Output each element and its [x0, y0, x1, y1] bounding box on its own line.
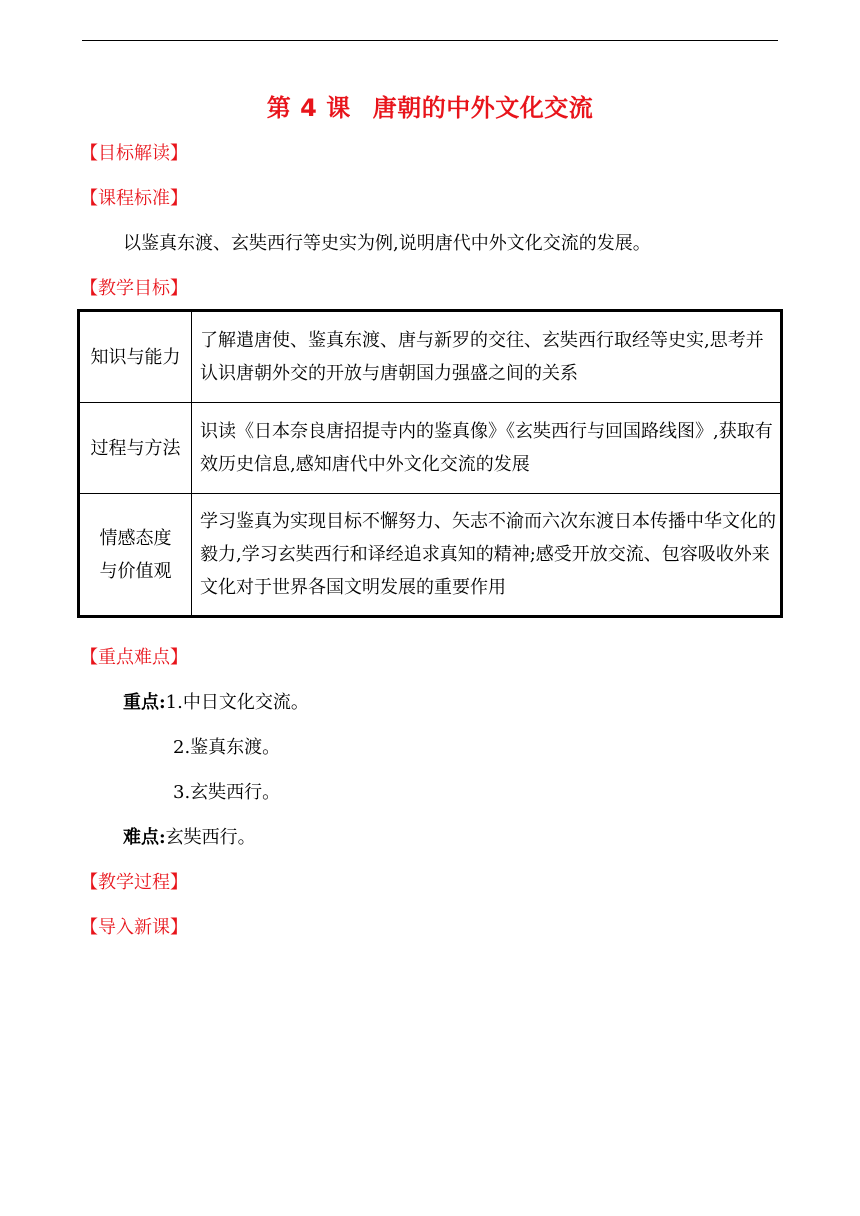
goal-label-attitude: 情感态度 与价值观 [79, 494, 192, 617]
section-new-lesson: 【导入新课】 [80, 917, 188, 938]
table-row [79, 494, 782, 617]
lesson-number: 第 4 课 [266, 94, 351, 122]
section-teaching-process: 【教学过程】 [80, 872, 188, 893]
goal-label-process: 过程与方法 [79, 403, 192, 494]
key-point-item: 2.鉴真东渡。 [173, 737, 281, 758]
section-key-difficult: 【重点难点】 [80, 647, 188, 668]
lesson-name: 唐朝的中外文化交流 [372, 94, 594, 122]
goal-content-knowledge: 了解遣唐使、鉴真东渡、唐与新罗的交往、玄奘西行取经等史实,思考并认识唐朝外交的开放与唐朝国力强盛之间的关系 [192, 311, 782, 403]
table-row [79, 311, 782, 403]
teaching-goals-table [77, 309, 783, 618]
key-point-line-1 [123, 688, 309, 714]
goal-label-knowledge: 知识与能力 [79, 311, 192, 403]
key-point-label: 重点: [123, 692, 166, 713]
difficult-point-label: 难点: [123, 827, 166, 848]
difficult-point-text: 玄奘西行。 [165, 827, 256, 848]
goal-content-attitude: 学习鉴真为实现目标不懈努力、矢志不渝而六次东渡日本传播中华文化的毅力,学习玄奘西行和译经追求真知的精神;感受开放交流、包容吸收外来文化对于世界各国文明发展的重要作用 [192, 494, 782, 617]
lesson-title [0, 88, 860, 123]
header-rule [82, 40, 778, 41]
table-row [79, 403, 782, 494]
goal-content-process: 识读《日本奈良唐招提寺内的鉴真像》《玄奘西行与回国路线图》,获取有效历史信息,感知唐代中外文化交流的发展 [192, 403, 782, 494]
curriculum-standard-text: 以鉴真东渡、玄奘西行等史实为例,说明唐代中外文化交流的发展。 [123, 233, 651, 254]
section-objectives: 【目标解读】 [80, 143, 188, 164]
section-curriculum-standard: 【课程标准】 [80, 188, 188, 209]
difficult-point-line [123, 823, 256, 849]
key-point-item: 3.玄奘西行。 [173, 782, 281, 803]
key-point-item: 1.中日文化交流。 [165, 692, 309, 713]
section-teaching-goals: 【教学目标】 [80, 278, 188, 299]
